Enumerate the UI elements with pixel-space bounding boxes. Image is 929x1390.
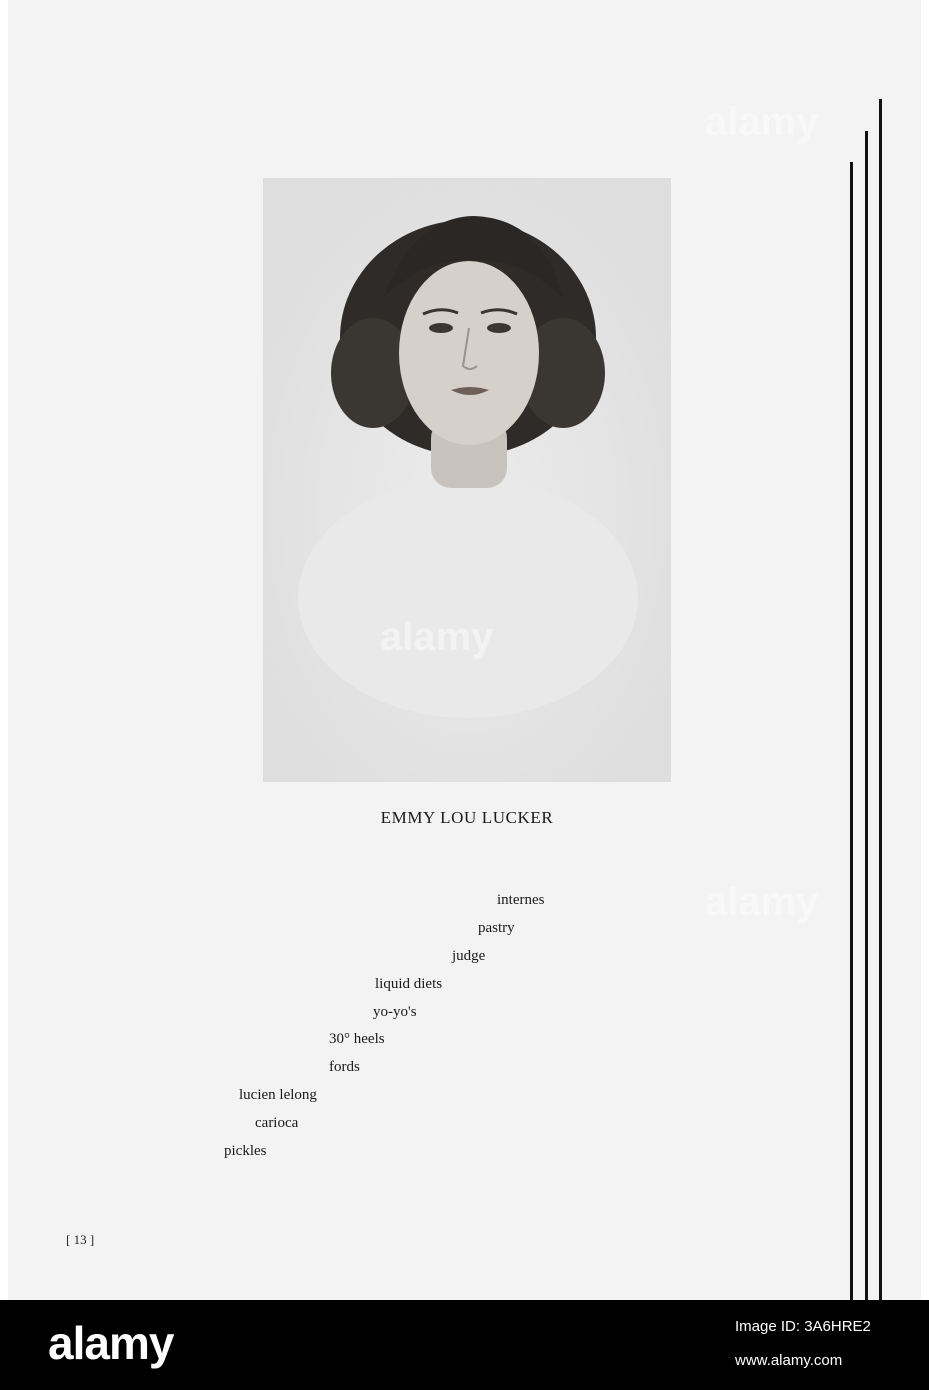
image-id: Image ID: 3A6HRE2 — [735, 1318, 871, 1335]
portrait-illustration — [263, 178, 671, 782]
list-item: carioca — [255, 1115, 299, 1131]
list-item: yo-yo's — [373, 1004, 417, 1020]
list-item: 30° heels — [329, 1031, 385, 1047]
list-item: fords — [329, 1059, 360, 1075]
list-item: pickles — [224, 1143, 267, 1159]
yearbook-page — [8, 0, 921, 1300]
watermark: alamy — [705, 880, 819, 924]
list-item: judge — [452, 948, 486, 964]
list-item: pastry — [478, 920, 515, 936]
student-name: EMMY LOU LUCKER — [380, 808, 554, 827]
decorative-rule — [850, 162, 853, 1300]
watermark: alamy — [705, 100, 819, 144]
portrait-photo — [263, 178, 671, 782]
list-item: lucien lelong — [239, 1087, 317, 1103]
stock-footer — [0, 1300, 929, 1390]
brand-logo: alamy — [48, 1317, 174, 1369]
list-item: liquid diets — [375, 976, 443, 992]
decorative-rule — [879, 99, 882, 1300]
site-url: www.alamy.com — [735, 1352, 843, 1369]
watermark: alamy — [380, 615, 494, 659]
list-item: internes — [497, 892, 545, 908]
decorative-rule — [865, 131, 868, 1300]
page-number: [ 13 ] — [66, 1232, 95, 1247]
